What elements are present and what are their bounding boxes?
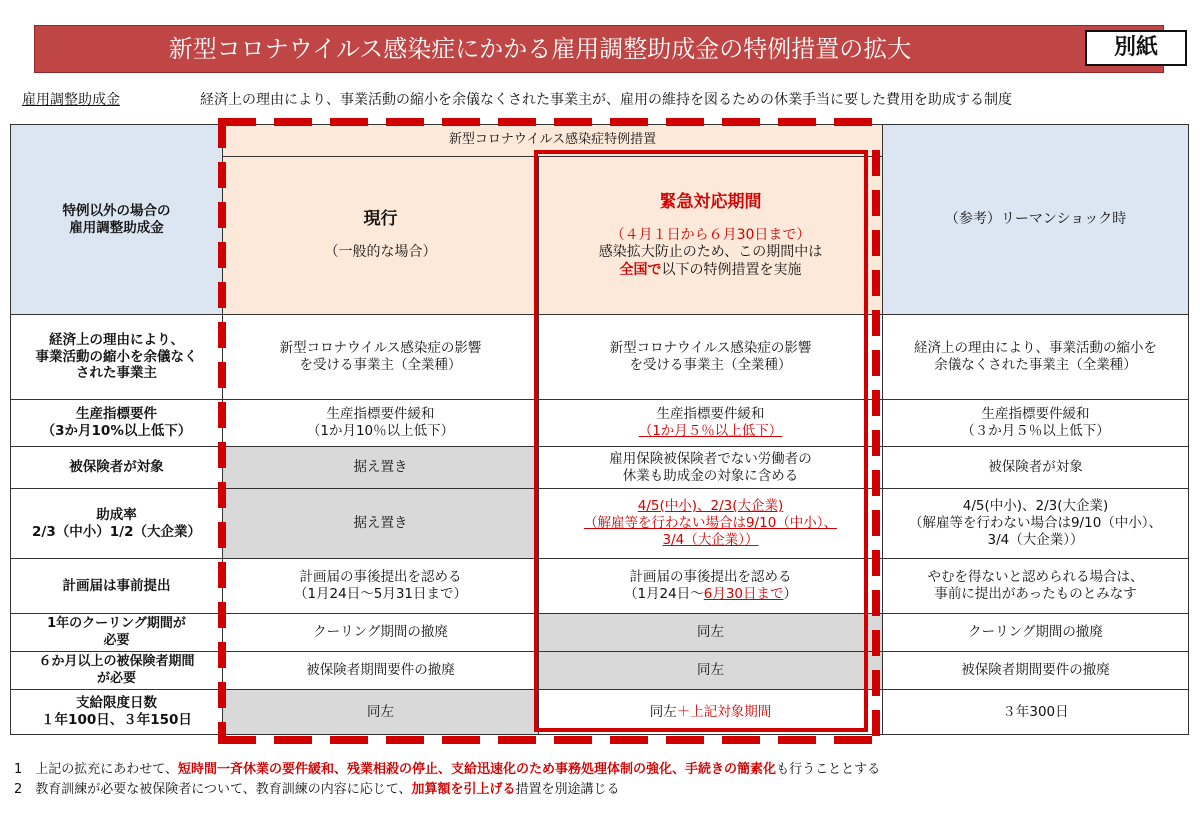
cell-lehman: 経済上の理由により、事業活動の縮小を 余儀なくされた事業主（全業種） [883, 315, 1189, 400]
footnote-number: 1 [14, 762, 23, 777]
cell-current: 生産指標要件緩和 （1か月10％以上低下） [223, 400, 539, 447]
row-label: 支給限度日数 １年100日、３年150日 [11, 690, 223, 735]
cell-current: 同左 [223, 690, 539, 735]
cell-emergency [539, 400, 883, 447]
cell-emergency: 同左 [539, 614, 883, 652]
row-label: ６か月以上の被保険者期間 が必要 [11, 652, 223, 690]
footnote-emphasis: 加算額を引上げる [411, 782, 516, 797]
cell-emergency: 雇用保険被保険者でない労働者の 休業も助成金の対象に含める [539, 447, 883, 489]
page-title: 新型コロナウイルス感染症にかかる雇用調整助成金の特例措置の拡大 [168, 35, 912, 63]
cell-lehman: 4/5(中小)、2/3(大企業) （解雇等を行わない場合は9/10（中小）、 3/4（大企業）） [883, 489, 1189, 559]
cell-emergency-line1: 4/5(中小)、2/3(大企業) [637, 498, 784, 515]
cell-current: 計画届の事後提出を認める （1月24日～5月31日まで） [223, 559, 539, 614]
special-measures-dashed-bottom [218, 736, 882, 744]
header-emergency-desc2 [541, 262, 880, 280]
footnote-number: 2 [14, 782, 23, 797]
header-emergency-desc1: 感染拡大防止のため、この期間中は [598, 244, 823, 261]
cell-emergency: 新型コロナウイルス感染症の影響 を受ける事業主（全業種） [539, 315, 883, 400]
header-emergency-period: （４月１日から６月30日まで） [610, 226, 811, 243]
footnote-1 [14, 760, 880, 780]
cell-emergency-line2 [541, 586, 880, 603]
row-label: 生産指標要件 （3か月10%以上低下） [11, 400, 223, 447]
cell-emergency-line2: （解雇等を行わない場合は9/10（中小）、 [583, 515, 838, 532]
cell-emergency-line1: 生産指標要件緩和 [656, 406, 765, 423]
attachment-tag: 別紙 [1085, 30, 1187, 66]
header-emergency-title: 緊急対応期間 [659, 191, 762, 212]
limit-pre: 同左 [649, 703, 677, 720]
cell-current: 新型コロナウイルス感染症の影響 を受ける事業主（全業種） [223, 315, 539, 400]
cell-emergency-line2: （1か月５％以上低下） [638, 423, 783, 439]
row-label: 計画届は事前提出 [11, 559, 223, 614]
header-lehman: （参考）リーマンショック時 [883, 125, 1189, 315]
comparison-table [10, 124, 1189, 735]
cell-emergency [539, 489, 883, 559]
cell-current: 据え置き [223, 447, 539, 489]
period-post: ） [783, 586, 798, 602]
header-current-sub: （一般的な場合） [324, 244, 437, 261]
footnote-emphasis: 短時間一斉休業の要件緩和、残業相殺の停止、支給迅速化のため事務処理体制の強化、手続きの簡素化 [178, 762, 777, 777]
period-pre: （1月24日～ [623, 586, 704, 602]
definition-term: 雇用調整助成金 [22, 92, 120, 108]
cell-current: 据え置き [223, 489, 539, 559]
header-current [223, 157, 539, 315]
header-normal-label: 特例以外の場合の 雇用調整助成金 [11, 125, 223, 315]
row-label: 被保険者が対象 [11, 447, 223, 489]
cell-lehman: 被保険者期間要件の撤廃 [883, 652, 1189, 690]
row-label: 経済上の理由により、 事業活動の縮小を余儀なく された事業主 [11, 315, 223, 400]
footnote-2 [14, 780, 880, 800]
cell-current: クーリング期間の撤廃 [223, 614, 539, 652]
cell-lehman: ３年300日 [883, 690, 1189, 735]
emergency-desc-red: 全国で [619, 261, 662, 278]
footnote-text: 措置を別途講じる [515, 782, 620, 797]
cell-emergency [539, 690, 883, 735]
cell-lehman: 被保険者が対象 [883, 447, 1189, 489]
row-label: 助成率 2/3（中小）1/2（大企業） [11, 489, 223, 559]
cell-emergency: 同左 [539, 652, 883, 690]
footnote-text: 上記の拡充にあわせて、 [35, 762, 179, 777]
header-special-group: 新型コロナウイルス感染症特例措置 [223, 125, 883, 157]
title-banner [34, 25, 1164, 73]
footnote-text: も行うこととする [776, 762, 881, 777]
header-current-title: 現行 [363, 209, 398, 230]
footnote-text: 教育訓練が必要な被保険者について、教育訓練の内容に応じて、 [35, 782, 412, 797]
cell-emergency [539, 559, 883, 614]
cell-lehman: 生産指標要件緩和 （３か月５％以上低下） [883, 400, 1189, 447]
definition-text: 経済上の理由により、事業活動の縮小を余儀なくされた事業主が、雇用の維持を図るための休業手当に要した費用を助成する制度 [200, 92, 1012, 108]
header-emergency [539, 157, 883, 315]
cell-emergency-line3: 3/4（大企業）） [662, 531, 759, 548]
emergency-desc-rest: 以下の特例措置を実施 [661, 261, 802, 278]
cell-lehman: やむを得ないと認められる場合は、 事前に提出があったものとみなす [883, 559, 1189, 614]
period-red: 6月30日まで [703, 586, 784, 602]
cell-current: 被保険者期間要件の撤廃 [223, 652, 539, 690]
limit-red: ＋上記対象期間 [676, 703, 772, 720]
cell-lehman: クーリング期間の撤廃 [883, 614, 1189, 652]
footnotes [14, 760, 880, 800]
cell-emergency-line1: 計画届の事後提出を認める [629, 569, 792, 586]
row-label: 1年のクーリング期間が 必要 [11, 614, 223, 652]
